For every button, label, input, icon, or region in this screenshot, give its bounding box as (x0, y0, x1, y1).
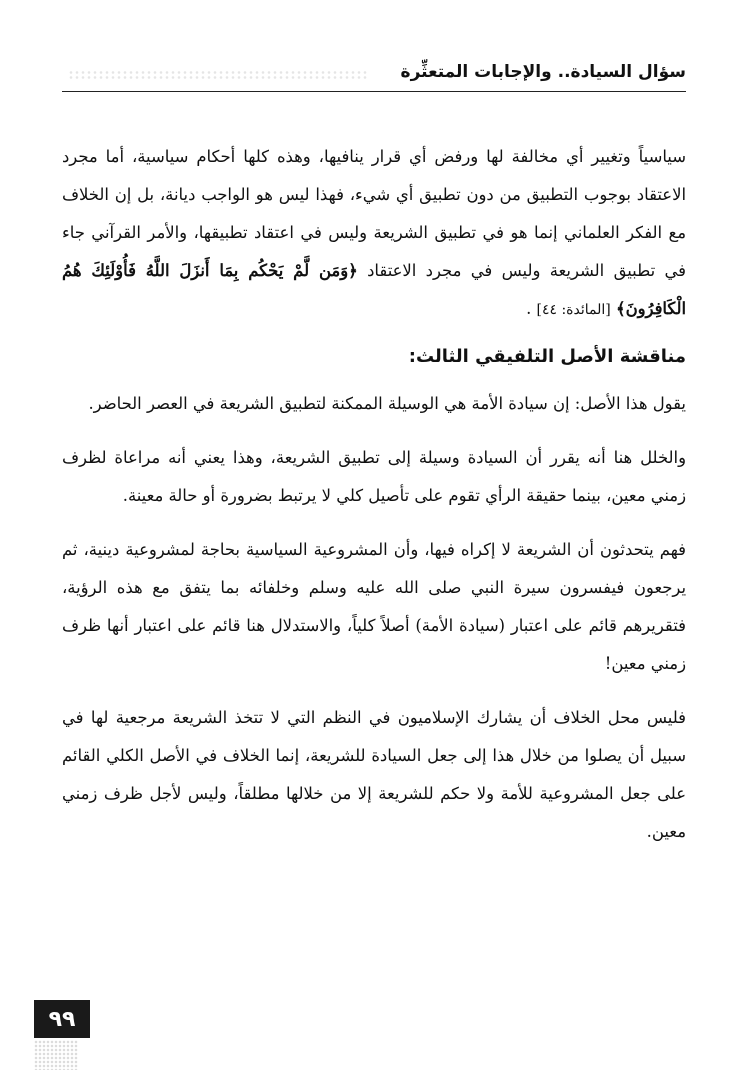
paragraph-3: والخلل هنا أنه يقرر أن السيادة وسيلة إلى تطبيق الشريعة، وهذا يعني أنه مراعاة لظرف زمني معين، بينما حقيقة الرأي تقوم على تأصيل كلي لا يرتبط بضرورة أو حالة معينة. (62, 448, 686, 505)
corner-texture (34, 1040, 78, 1070)
paragraph-2: يقول هذا الأصل: إن سيادة الأمة هي الوسيلة الممكنة لتطبيق الشريعة في العصر الحاضر. (88, 394, 686, 413)
body-text (62, 138, 686, 851)
section-heading: مناقشة الأصل التلفيقي الثالث: (408, 346, 686, 367)
paragraph-5: فليس محل الخلاف أن يشارك الإسلاميون في النظم التي لا تتخذ الشريعة مرجعية لها في سبيل أن يصلوا من خلال هذا إلى جعل السيادة للشريعة، إنما الخلاف في الأصل الكلي القائم على جعل المشروعية للأمة ولا حكم للشريعة إلا من خلالها مطلقاً، وليس لأجل ظرف زمني معين. (62, 708, 686, 841)
header-rule (62, 91, 686, 92)
paragraph-1-end: . (526, 299, 532, 318)
quran-verse: ﴿وَمَن لَّمْ يَحْكُم بِمَا أَنزَلَ اللَّهُ فَأُوْلَئِكَ هُمُ الْكَافِرُونَ﴾ (62, 261, 686, 318)
paragraph-1-text: سياسياً وتغيير أي مخالفة لها ورفض أي قرار ينافيها، وهذه كلها أحكام سياسية، أما مجرد الاعتقاد بوجوب التطبيق من دون تطبيق أي شيء، فهذا ليس هو الواجب ديانة، بل إن الخلاف مع الفكر العلماني إنما هو في تطبيق الشريعة وليس في اعتقاد تطبيقها، والأمر القرآني جاء في تطبيق الشريعة وليس في مجرد الاعتقاد (62, 147, 686, 280)
verse-reference: [المائدة: ٤٤] (536, 302, 611, 318)
running-title: سؤال السيادة.. والإجابات المتعثِّرة (400, 62, 686, 82)
page-number: ٩٩ (34, 1000, 90, 1038)
running-header (62, 60, 686, 92)
paragraph-1 (62, 138, 686, 329)
header-ornament (68, 70, 368, 80)
paragraph-4: فهم يتحدثون أن الشريعة لا إكراه فيها، وأن المشروعية السياسية بحاجة لمشروعية دينية، ثم يرجعون فيفسرون سيرة النبي صلى الله عليه وسلم وخلفائه بما يتفق مع هذه الرؤية، فتقريرهم قائم على اعتبار (سيادة الأمة) أصلاً كلياً، والاستدلال هنا قائم على اعتبار أنها ظرف زمني معين! (62, 540, 686, 673)
